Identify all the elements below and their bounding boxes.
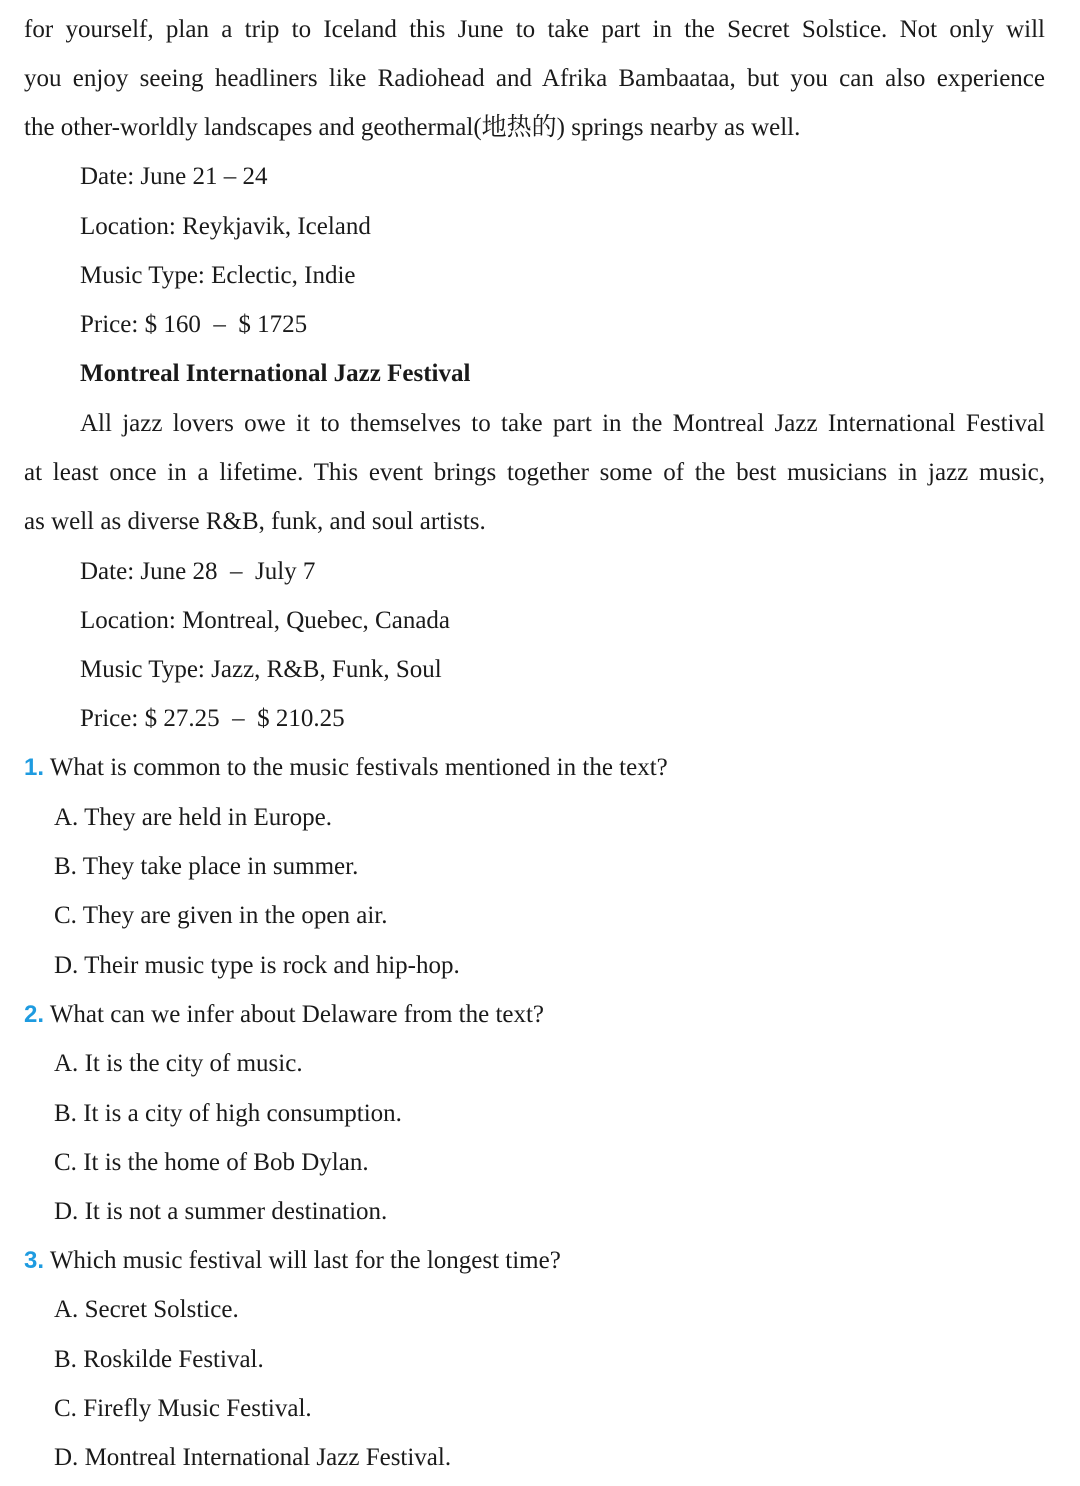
passage-line: All jazz lovers owe it to themselves to take part in the Montreal Jazz International Festival: [80, 410, 1045, 437]
answer-option[interactable]: [54, 1148, 369, 1178]
location-label: Location:: [80, 607, 176, 634]
answer-option[interactable]: [54, 852, 358, 882]
option-text: Roskilde Festival.: [83, 1346, 264, 1373]
festival-price: [80, 704, 345, 734]
passage-line: for yourself, plan a trip to Iceland this June to take part in the Secret Solstice. Not only will: [24, 16, 1045, 43]
date-value: June 21 – 24: [140, 163, 268, 190]
option-text: It is a city of high consumption.: [83, 1100, 402, 1127]
option-letter: C.: [54, 1149, 77, 1176]
option-letter: A.: [54, 1050, 79, 1077]
location-label: Location:: [80, 213, 176, 240]
price-value: $ 27.25 – $ 210.25: [144, 705, 345, 732]
date-label: Date:: [80, 163, 135, 190]
option-letter: B.: [54, 1100, 77, 1127]
question-number: 1.: [24, 754, 45, 781]
option-letter: C.: [54, 1395, 77, 1422]
option-letter: D.: [54, 1444, 79, 1471]
option-letter: D.: [54, 952, 79, 979]
answer-option[interactable]: [54, 1443, 451, 1473]
option-text: They are given in the open air.: [82, 902, 388, 929]
answer-option[interactable]: [54, 1049, 303, 1079]
question: [24, 1000, 544, 1030]
answer-option[interactable]: [54, 1295, 239, 1325]
music-label: Music Type:: [80, 262, 205, 289]
question: [24, 753, 668, 783]
music-label: Music Type:: [80, 656, 205, 683]
answer-option[interactable]: [54, 803, 332, 833]
option-text: They take place in summer.: [82, 853, 359, 880]
music-value: Jazz, R&B, Funk, Soul: [211, 656, 442, 683]
option-text: They are held in Europe.: [84, 804, 332, 831]
passage-line: at least once in a lifetime. This event brings together some of the best musicians in jazz music,: [24, 459, 1045, 486]
option-text: Their music type is rock and hip-hop.: [84, 952, 460, 979]
location-value: Reykjavik, Iceland: [182, 213, 371, 240]
option-letter: D.: [54, 1198, 79, 1225]
option-text: Firefly Music Festival.: [83, 1395, 312, 1422]
festival-date: [80, 162, 267, 192]
option-letter: C.: [54, 902, 77, 929]
passage-line: as well as diverse R&B, funk, and soul artists.: [24, 508, 486, 535]
question: [24, 1246, 561, 1276]
price-label: Price:: [80, 705, 139, 732]
festival-price: [80, 310, 307, 340]
festival-location: [80, 212, 371, 242]
option-text: It is not a summer destination.: [84, 1198, 388, 1225]
option-letter: B.: [54, 853, 77, 880]
festival-music-type: [80, 655, 442, 685]
option-text: It is the city of music.: [84, 1050, 303, 1077]
price-label: Price:: [80, 311, 139, 338]
option-text: Secret Solstice.: [84, 1296, 239, 1323]
location-value: Montreal, Quebec, Canada: [182, 607, 451, 634]
answer-option[interactable]: [54, 951, 460, 981]
passage-line: you enjoy seeing headliners like Radiohead and Afrika Bambaataa, but you can also experience: [24, 65, 1045, 92]
option-text: It is the home of Bob Dylan.: [83, 1149, 369, 1176]
answer-option[interactable]: [54, 901, 388, 931]
price-value: $ 160 – $ 1725: [144, 311, 308, 338]
question-number: 2.: [24, 1001, 45, 1028]
music-value: Eclectic, Indie: [211, 262, 356, 289]
festival-music-type: [80, 261, 356, 291]
answer-option[interactable]: [54, 1345, 264, 1375]
date-value: June 28 – July 7: [140, 558, 316, 585]
option-letter: B.: [54, 1346, 77, 1373]
option-letter: A.: [54, 804, 79, 831]
question-text: What can we infer about Delaware from the text?: [49, 1001, 545, 1028]
date-label: Date:: [80, 558, 135, 585]
option-text: Montreal International Jazz Festival.: [84, 1444, 452, 1471]
question-text: Which music festival will last for the longest time?: [49, 1247, 561, 1274]
answer-option[interactable]: [54, 1099, 402, 1129]
question-number: 3.: [24, 1247, 45, 1274]
answer-option[interactable]: [54, 1394, 312, 1424]
passage-line: the other-worldly landscapes and geothermal(地热的) springs nearby as well.: [24, 114, 801, 141]
festival-location: [80, 606, 450, 636]
festival-heading: Montreal International Jazz Festival: [80, 360, 471, 387]
answer-option[interactable]: [54, 1197, 387, 1227]
festival-date: [80, 557, 315, 587]
option-letter: A.: [54, 1296, 79, 1323]
question-text: What is common to the music festivals mentioned in the text?: [49, 754, 668, 781]
